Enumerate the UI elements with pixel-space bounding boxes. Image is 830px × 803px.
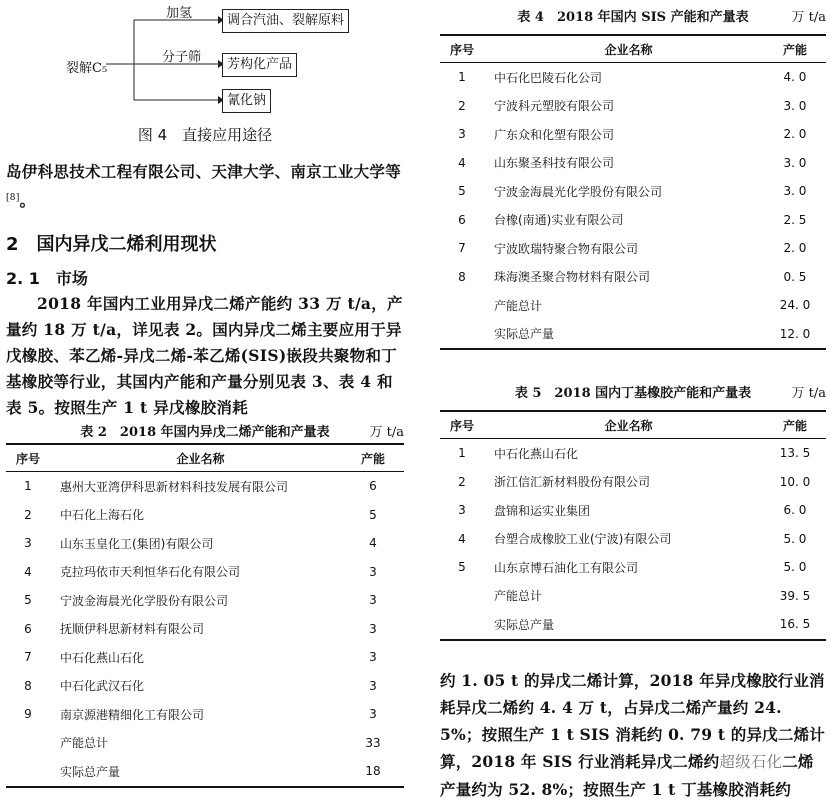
cell-no: 8 <box>24 678 32 693</box>
header-name: 企业名称 <box>604 418 653 433</box>
table-row <box>440 468 826 497</box>
table-row <box>6 700 404 729</box>
left-column <box>6 0 404 788</box>
table-4-caption <box>440 8 826 28</box>
cell-name: 宁波金海晨光化学股份有限公司 <box>494 184 663 199</box>
table-row <box>6 558 404 587</box>
table-5 <box>440 410 826 641</box>
cell-capacity: 18 <box>365 764 381 779</box>
cell-no <box>6 729 50 758</box>
cell-no: 8 <box>458 269 466 284</box>
cell-no: 9 <box>24 707 32 722</box>
diagram-source-label: 裂解C₅ <box>66 61 108 76</box>
cell-no <box>440 582 484 611</box>
cell-no: 3 <box>458 127 466 142</box>
cell-name: 惠州大亚湾伊科思新材料科技发展有限公司 <box>60 479 289 494</box>
cell-capacity: 3 <box>369 593 377 608</box>
cell-capacity: 2. 0 <box>783 241 807 256</box>
cell-no: 5 <box>458 560 466 575</box>
cell-capacity: 6 <box>369 479 377 494</box>
cell-capacity: 5. 0 <box>783 531 807 546</box>
table-row <box>440 92 826 121</box>
table-row <box>440 439 826 468</box>
table-2-title: 表 2 2018 年国内异戊二烯产能和产量表 <box>80 425 330 441</box>
table-row <box>440 206 826 235</box>
cell-capacity: 4 <box>369 536 377 551</box>
cell-no <box>440 610 484 640</box>
table-row <box>440 496 826 525</box>
cell-name: 盘锦和运实业集团 <box>494 503 591 518</box>
cell-capacity: 3. 0 <box>783 184 807 199</box>
figure-4-caption: 图 4 直接应用途径 <box>137 126 273 144</box>
cell-capacity: 3 <box>369 707 377 722</box>
cell-name: 实际总产量 <box>60 764 121 779</box>
header-capacity: 产能 <box>782 42 807 57</box>
cell-name: 中石化巴陵石化公司 <box>494 70 603 85</box>
table-row <box>6 501 404 530</box>
cell-name: 台塑合成橡胶工业(宁波)有限公司 <box>494 532 672 547</box>
cell-name: 中石化武汉石化 <box>60 679 145 694</box>
cell-name: 实际总产量 <box>494 327 555 342</box>
table-row <box>6 729 404 758</box>
cell-name: 克拉玛依市天利恒华石化有限公司 <box>60 565 241 580</box>
cell-capacity: 0. 5 <box>783 269 807 284</box>
table-row <box>6 672 404 701</box>
cell-no: 2 <box>24 507 32 522</box>
table-header-row <box>6 444 404 472</box>
table-row <box>440 320 826 350</box>
cell-no: 4 <box>458 155 466 170</box>
table-row <box>440 553 826 582</box>
table-row <box>440 263 826 292</box>
cell-capacity: 39. 5 <box>779 588 811 603</box>
table-header-row <box>440 411 826 439</box>
cell-capacity: 3 <box>369 621 377 636</box>
table-4 <box>440 34 826 350</box>
header-no: 序号 <box>449 418 474 433</box>
cell-no: 4 <box>24 564 32 579</box>
market-paragraph: 2018 年国内工业用异戊二烯产能约 33 万 t/a，产量约 18 万 t/a，详见表 2。国内异戊二烯主要应用于异戊橡胶、苯乙烯-异戊二烯-苯乙烯(SIS)嵌段共聚物和丁基橡胶等行业，其国内产能和产量分别见表 3、表 4 和表 5。按照生产 1 t 异戊橡胶消耗 <box>6 294 403 418</box>
table-4-unit: 万 t/a <box>791 10 826 25</box>
diagram-box-blended-gasoline: 调合汽油、裂解原料 <box>222 9 349 33</box>
cell-capacity: 33 <box>365 735 381 750</box>
cell-capacity: 2. 0 <box>783 127 807 142</box>
table-2 <box>6 443 404 788</box>
cell-capacity: 16. 5 <box>779 617 811 632</box>
cell-name: 实际总产量 <box>494 617 555 632</box>
cell-capacity: 3. 0 <box>783 155 807 170</box>
cell-name: 产能总计 <box>60 736 109 751</box>
cell-no: 5 <box>458 184 466 199</box>
cell-no: 3 <box>24 536 32 551</box>
cell-no: 7 <box>24 650 32 665</box>
cell-no <box>440 320 484 350</box>
cell-name: 中石化上海石化 <box>60 508 145 523</box>
table-4-title: 表 4 2018 年国内 SIS 产能和产量表 <box>517 10 749 25</box>
header-capacity: 产能 <box>360 451 385 466</box>
table-5-caption <box>440 384 826 404</box>
section-heading: 2 国内异戊二烯利用现状 <box>6 234 217 256</box>
cell-name: 产能总计 <box>494 589 543 604</box>
cell-capacity: 3 <box>369 678 377 693</box>
table-row <box>440 525 826 554</box>
table-row <box>440 291 826 320</box>
cell-name: 中石化燕山石化 <box>60 650 145 665</box>
citation-ref: [8] <box>6 193 20 203</box>
cell-no: 5 <box>24 593 32 608</box>
cell-no: 2 <box>458 474 466 489</box>
diagram-box-aromatization: 芳构化产品 <box>222 53 297 77</box>
intro-paragraph: 岛伊科思技术工程有限公司、天津大学、南京工业大学等[8]。 <box>6 162 402 211</box>
header-capacity: 产能 <box>782 418 807 433</box>
cell-name: 宁波欧瑞特聚合物有限公司 <box>494 241 639 256</box>
table-header-row <box>440 35 826 63</box>
cell-no: 6 <box>458 212 466 227</box>
diagram-branch-label-hydrogenation: 加氢 <box>166 6 193 21</box>
cell-capacity: 4. 0 <box>783 70 807 85</box>
cell-no: 7 <box>458 241 466 256</box>
table-row <box>6 586 404 615</box>
cell-name: 南京源港精细化工有限公司 <box>60 707 205 722</box>
header-name: 企业名称 <box>604 42 653 57</box>
right-column <box>440 0 826 803</box>
diagram-branch-label-molecular-sieve: 分子筛 <box>162 50 202 65</box>
table-row <box>440 63 826 92</box>
cell-capacity: 5. 0 <box>783 560 807 575</box>
cell-name: 广东众和化塑有限公司 <box>494 127 615 142</box>
table-row <box>6 757 404 787</box>
table-2-caption <box>6 423 404 443</box>
table-row <box>440 177 826 206</box>
table-row <box>440 582 826 611</box>
cell-capacity: 12. 0 <box>779 326 811 341</box>
cell-capacity: 24. 0 <box>779 298 811 313</box>
cell-capacity: 3. 0 <box>783 98 807 113</box>
table-row <box>440 610 826 640</box>
cell-capacity: 5 <box>369 507 377 522</box>
cell-no: 2 <box>458 98 466 113</box>
cell-capacity: 3 <box>369 650 377 665</box>
header-no: 序号 <box>449 42 474 57</box>
table-2-unit: 万 t/a <box>369 425 404 441</box>
subsection-heading: 2. 1 市场 <box>6 269 88 289</box>
cell-capacity: 3 <box>369 564 377 579</box>
cell-name: 中石化燕山石化 <box>494 446 579 461</box>
cell-name: 山东京博石油化工有限公司 <box>494 560 639 575</box>
header-no: 序号 <box>15 451 40 466</box>
watermark-text: 超级石化 <box>719 752 783 771</box>
cell-capacity: 10. 0 <box>779 474 811 489</box>
diagram-box-sodium-cyanide: 氰化钠 <box>222 89 271 113</box>
cell-name: 山东玉皇化工(集团)有限公司 <box>60 536 214 551</box>
cell-name: 山东聚圣科技有限公司 <box>494 156 615 171</box>
cell-capacity: 6. 0 <box>783 503 807 518</box>
cell-capacity: 2. 5 <box>783 212 807 227</box>
figure-4-diagram <box>6 0 404 118</box>
cell-no: 4 <box>458 531 466 546</box>
table-row <box>440 234 826 263</box>
cell-no: 6 <box>24 621 32 636</box>
table-5-unit: 万 t/a <box>791 386 826 401</box>
cell-no <box>6 757 50 787</box>
cell-name: 台橡(南通)实业有限公司 <box>494 213 624 228</box>
table-row <box>6 615 404 644</box>
cell-no: 1 <box>458 446 466 461</box>
cell-no: 1 <box>24 479 32 494</box>
cell-name: 宁波科元塑胶有限公司 <box>494 99 615 114</box>
table-row <box>440 149 826 178</box>
header-name: 企业名称 <box>176 451 225 466</box>
table-5-title: 表 5 2018 国内丁基橡胶产能和产量表 <box>514 386 752 401</box>
continuation-paragraph: 约 1. 05 t 的异戊二烯计算，2018 年异戊橡胶行业消耗异戊二烯约 4. 4 万 t，占异戊二烯产量约 24. 5%；按照生产 1 t SIS 消耗约 0. 79 t 的异戊二烯计算，2018 年 SIS 行业消耗异戊二烯约超级石化二烯产量约为 52. 8%；按照生产 1 t 丁基橡胶消耗约 <box>440 670 825 799</box>
cell-no <box>440 291 484 320</box>
cell-name: 抚顺伊科思新材料有限公司 <box>60 622 205 637</box>
table-row <box>440 120 826 149</box>
cell-capacity: 13. 5 <box>779 446 811 461</box>
table-row <box>6 643 404 672</box>
cell-name: 产能总计 <box>494 298 543 313</box>
table-row <box>6 529 404 558</box>
cell-name: 浙江信汇新材料股份有限公司 <box>494 475 651 490</box>
cell-no: 1 <box>458 70 466 85</box>
cell-name: 宁波金海晨光化学股份有限公司 <box>60 593 229 608</box>
cell-no: 3 <box>458 503 466 518</box>
table-row <box>6 472 404 501</box>
cell-name: 珠海澳圣聚合物材料有限公司 <box>494 270 651 285</box>
